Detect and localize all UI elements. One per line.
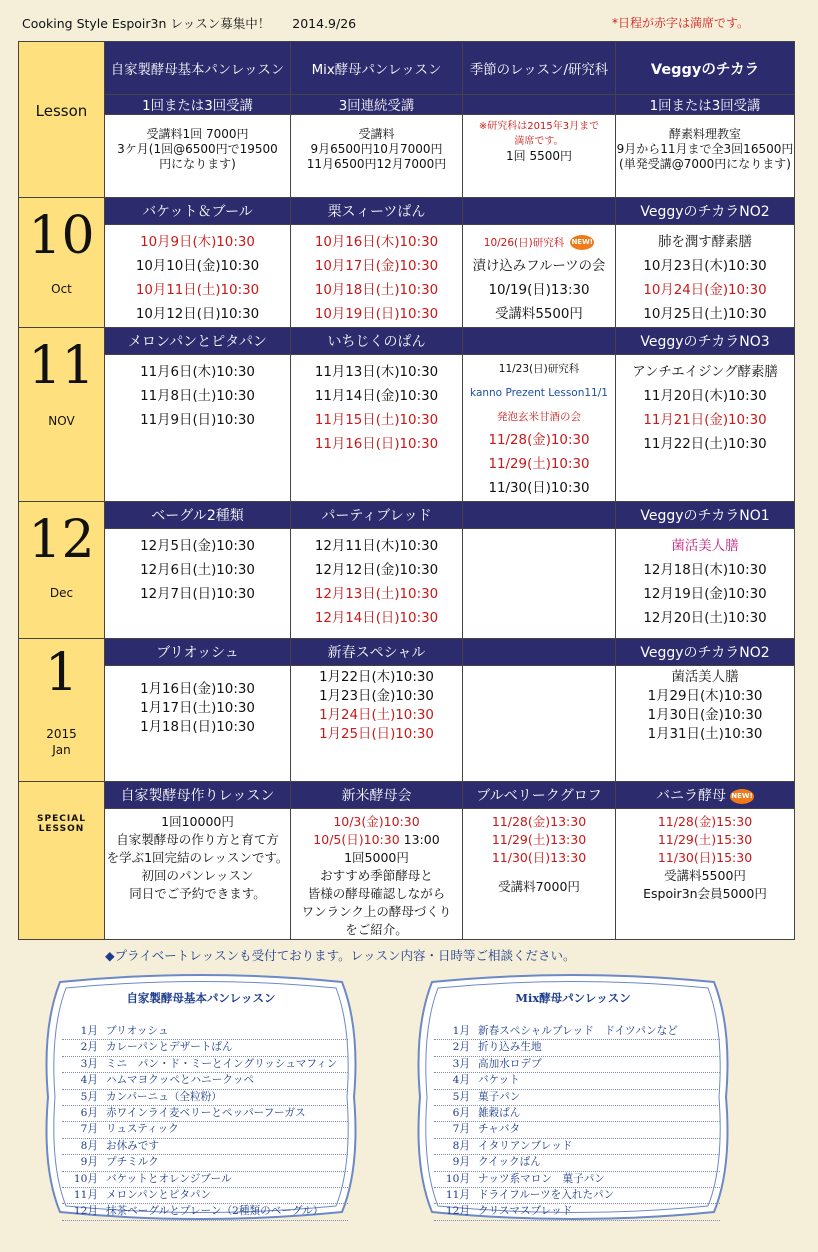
- box-item-month: 2月: [452, 1041, 470, 1054]
- fee-line: 11月6500円12月7000円: [306, 157, 447, 171]
- box-item-text: ドライフルーツを入れたパン: [478, 1189, 615, 1202]
- course-sub: 1回または3回受講: [616, 95, 795, 115]
- special-line: Espoir3n会員5000円: [643, 886, 767, 901]
- new-badge: NEW!: [730, 789, 754, 804]
- special-line: を学ぶ1回完結のレッスンです。: [106, 850, 289, 865]
- box-item-text: ブリオッシュ: [106, 1025, 169, 1037]
- month-label: Oct: [51, 282, 72, 296]
- month-number: 12: [28, 510, 95, 570]
- schedule-cell: [105, 355, 291, 502]
- lesson-title: [463, 639, 616, 666]
- lesson-title: 栗スィーツぱん: [291, 198, 463, 225]
- lesson-title: VeggyのチカラNO2: [616, 198, 795, 225]
- special-line: ワンランク上の酵母づくり: [301, 904, 452, 919]
- special-line: 10/5(日)10:30: [313, 832, 400, 847]
- box-item: [434, 1155, 720, 1171]
- lesson-title: ベーグル2種類: [105, 502, 291, 529]
- schedule-line: 1月29日(木)10:30: [647, 689, 763, 704]
- special-extra: 13:00: [403, 832, 440, 847]
- special-label: LESSON: [38, 824, 85, 834]
- schedule-line: 10月12日(日)10:30: [135, 307, 260, 322]
- special-line: 受講料5500円: [664, 868, 746, 883]
- special-line: 11/28(金)13:30: [491, 814, 587, 829]
- box-item-text: 折り込み生地: [478, 1041, 542, 1054]
- schedule-line: 10月24日(金)10:30: [643, 283, 767, 298]
- box-list: [434, 1024, 720, 1221]
- box-item-text: 抹茶ベーグルとプレーン（2種類のベーグル）: [106, 1205, 324, 1218]
- schedule-line: 10/26(日)研究科: [483, 237, 565, 249]
- box-item: [434, 1090, 720, 1106]
- special-title: [616, 782, 795, 809]
- schedule-table: [18, 41, 795, 940]
- special-title-text: バニラ酵母: [656, 788, 726, 804]
- schedule-line: 11/30(日)10:30: [488, 481, 590, 496]
- box-item-month: 12月: [445, 1205, 470, 1218]
- schedule-line: 12月12日(金)10:30: [314, 563, 439, 578]
- special-line: 11/28(金)15:30: [657, 814, 753, 829]
- box-item: [62, 1024, 348, 1040]
- schedule-cell: [463, 355, 616, 502]
- schedule-line: 11月21日(金)10:30: [643, 413, 767, 428]
- box-item: [62, 1204, 348, 1220]
- box-item-month: 1月: [452, 1025, 470, 1037]
- box-item-text: バケットとオレンジブール: [106, 1172, 232, 1185]
- fee-line: 酵素料理教室: [668, 127, 741, 141]
- schedule-line: 漬け込みフルーツの会: [472, 259, 606, 274]
- special-line: 11/30(日)13:30: [491, 850, 587, 865]
- schedule-line: 1月18日(日)10:30: [140, 720, 255, 735]
- month-number: 10: [28, 206, 95, 266]
- special-detail: [463, 809, 616, 940]
- box-item-month: 7月: [452, 1123, 470, 1136]
- fee-line: 受講料: [358, 127, 395, 141]
- box-item-text: メロンパンとピタパン: [106, 1189, 212, 1202]
- box-item-text: カンパーニュ（全粒粉）: [106, 1090, 222, 1103]
- box-item-text: お休みです: [106, 1139, 159, 1152]
- fee-line: 9月から11月まで全3回16500円: [616, 142, 794, 156]
- mix-bread-box: [412, 968, 734, 1226]
- box-item-month: 8月: [80, 1139, 98, 1152]
- box-item-month: 4月: [80, 1074, 98, 1087]
- box-item-text: 菓子パン: [478, 1090, 521, 1103]
- special-cell: [19, 782, 105, 940]
- schedule-line: 12月19日(金)10:30: [643, 587, 767, 602]
- box-item: [434, 1106, 720, 1122]
- lesson-title: ブリオッシュ: [105, 639, 291, 666]
- schedule-line: 10月10日(金)10:30: [135, 259, 260, 274]
- special-line: 皆様の酵母確認しながら: [307, 886, 446, 901]
- special-title: [105, 782, 291, 809]
- box-item-text: カレーパンとデザートぱん: [106, 1041, 233, 1054]
- schedule-line: 11月15日(土)10:30: [314, 413, 439, 428]
- schedule-line: 10月16日(木)10:30: [314, 235, 439, 250]
- box-item-month: 3月: [452, 1057, 470, 1070]
- box-item: [434, 1073, 720, 1089]
- course-sub: 3回連続受講: [291, 95, 463, 115]
- schedule-cell: [463, 529, 616, 639]
- box-item: [434, 1172, 720, 1188]
- lesson-title: VeggyのチカラNO1: [616, 502, 795, 529]
- box-item-text: バケット: [478, 1074, 520, 1087]
- month-label: Jan: [52, 743, 71, 757]
- month-label: NOV: [48, 414, 75, 428]
- schedule-line: 12月11日(木)10:30: [314, 539, 439, 554]
- schedule-cell: [463, 666, 616, 782]
- course-sub: [463, 95, 616, 115]
- schedule-cell: [105, 529, 291, 639]
- box-item: [434, 1122, 720, 1138]
- box-item-month: 5月: [452, 1090, 470, 1103]
- special-line: 11/29(土)15:30: [657, 832, 753, 847]
- schedule-line: 10月19日(日)10:30: [314, 307, 439, 322]
- box-item: [434, 1024, 720, 1040]
- schedule-line: 1月23日(金)10:30: [319, 689, 434, 704]
- month-cell: [19, 198, 105, 328]
- schedule-cell: [616, 666, 795, 782]
- basic-bread-box: [40, 968, 362, 1226]
- schedule-line: 10月25日(土)10:30: [643, 307, 767, 322]
- lesson-title: [463, 198, 616, 225]
- box-title: Mix酵母パンレッスン: [515, 991, 631, 1005]
- schedule-line: 1月16日(金)10:30: [140, 682, 255, 697]
- schedule-line: 11月20日(木)10:30: [643, 389, 767, 404]
- schedule-line: 11月16日(日)10:30: [314, 437, 439, 452]
- box-item-month: 9月: [452, 1156, 470, 1169]
- fee-line: 3ケ月(1回@6500円で19500: [117, 142, 278, 156]
- lesson-title: [463, 502, 616, 529]
- special-title-text: 新米酵母会: [341, 788, 412, 804]
- box-item-month: 11月: [73, 1189, 98, 1202]
- box-item: [434, 1139, 720, 1155]
- schedule-cell: [616, 225, 795, 328]
- special-line: をご紹介。: [345, 922, 408, 937]
- schedule-line: kanno Prezent Lesson11/1: [470, 387, 608, 399]
- box-item-text: 高加水ロデブ: [478, 1057, 542, 1070]
- special-line: 11/30(日)15:30: [657, 850, 753, 865]
- box-item: [62, 1188, 348, 1204]
- box-item-month: 8月: [452, 1139, 470, 1152]
- month-number: 1: [44, 643, 79, 703]
- lesson-title: メロンパンとピタパン: [105, 328, 291, 355]
- box-item-month: 10月: [73, 1172, 98, 1185]
- lesson-title: [463, 328, 616, 355]
- box-item: [62, 1155, 348, 1171]
- special-line: 11/29(土)13:30: [491, 832, 587, 847]
- schedule-line: 1月31日(土)10:30: [647, 727, 763, 742]
- box-item-text: リュスティック: [106, 1123, 179, 1136]
- course-fee: [105, 115, 291, 198]
- box-item-text: ミニ パン・ド・ミーとイングリッシュマフィン: [106, 1057, 338, 1070]
- month-cell: [19, 502, 105, 639]
- special-line: 1回5000円: [344, 850, 409, 865]
- schedule-cell: [616, 529, 795, 639]
- lesson-title: いちじくのぱん: [291, 328, 463, 355]
- fee-line: 1回 5500円: [506, 149, 572, 163]
- box-item: [434, 1188, 720, 1204]
- box-list: [62, 1024, 348, 1221]
- schedule-line: 11/29(土)10:30: [488, 457, 590, 472]
- schedule-line: 受講料5500円: [495, 307, 583, 322]
- schedule-cell: [105, 666, 291, 782]
- schedule-line: 11/28(金)10:30: [488, 433, 590, 448]
- fee-line: (単発受講@7000円になります): [619, 157, 791, 171]
- schedule-line: アンチエイジング酵素膳: [632, 365, 778, 380]
- box-item-month: 3月: [80, 1057, 98, 1070]
- box-item: [62, 1090, 348, 1106]
- course-fee: [291, 115, 463, 198]
- box-item-month: 12月: [73, 1205, 98, 1218]
- box-item: [434, 1204, 720, 1220]
- box-item-text: クイックぱん: [478, 1156, 541, 1169]
- lesson-title: 新春スペシャル: [291, 639, 463, 666]
- special-detail: [291, 809, 463, 940]
- schedule-line: 1月30日(金)10:30: [647, 708, 763, 723]
- schedule-line: 10/19(日)13:30: [488, 283, 590, 298]
- schedule-cell: [291, 529, 463, 639]
- lesson-title: VeggyのチカラNO2: [616, 639, 795, 666]
- box-item-month: 2月: [80, 1041, 98, 1054]
- course-name: 季節のレッスン/研究科: [463, 42, 616, 95]
- box-item: [62, 1139, 348, 1155]
- box-item-month: 4月: [452, 1074, 470, 1087]
- box-item-text: イタリアンブレッド: [478, 1139, 573, 1152]
- course-fee: [616, 115, 795, 198]
- schedule-line: 11月22日(土)10:30: [643, 437, 767, 452]
- schedule-line: 10月18日(土)10:30: [314, 283, 439, 298]
- box-item: [62, 1040, 348, 1056]
- fee-line: 9月6500円10月7000円: [310, 142, 443, 156]
- lesson-label: Lesson: [35, 102, 88, 120]
- schedule-line: 11月8日(土)10:30: [140, 389, 255, 404]
- box-item: [62, 1106, 348, 1122]
- schedule-line: 11/23(日)研究科: [498, 363, 580, 375]
- schedule-cell: [291, 355, 463, 502]
- schedule-line: 肺を潤す酵素膳: [658, 235, 752, 250]
- box-title: 自家製酵母基本パンレッスン: [126, 991, 276, 1005]
- full-note: *日程が赤字は満席です。: [612, 16, 750, 30]
- box-item-month: 5月: [80, 1090, 98, 1103]
- special-line: 受講料7000円: [498, 879, 580, 894]
- lesson-title: VeggyのチカラNO3: [616, 328, 795, 355]
- special-title: [291, 782, 463, 809]
- special-line: 1回10000円: [161, 814, 234, 829]
- schedule-cell: [463, 225, 616, 328]
- special-title: [463, 782, 616, 809]
- schedule-cell: [616, 355, 795, 502]
- month-label: Dec: [49, 586, 74, 600]
- schedule-line: 12月20日(土)10:30: [643, 611, 767, 626]
- schedule-line: 1月17日(土)10:30: [140, 701, 255, 716]
- box-item-text: チャバタ: [478, 1123, 521, 1136]
- schedule-line: 12月7日(日)10:30: [140, 587, 255, 602]
- special-line: 初回のパンレッスン: [141, 868, 254, 883]
- schedule-line: 10月9日(木)10:30: [140, 235, 255, 250]
- schedule-line: 1月24日(土)10:30: [319, 708, 434, 723]
- box-item-text: ナッツ系マロン 菓子パン: [478, 1172, 605, 1185]
- box-item: [62, 1073, 348, 1089]
- private-lesson-note: ◆プライベートレッスンも受付ております。レッスン内容・日時等ご相談ください。: [105, 948, 576, 963]
- schedule-line: 11月9日(日)10:30: [140, 413, 255, 428]
- lesson-title: パーティブレッド: [291, 502, 463, 529]
- schedule-line: 10月17日(金)10:30: [314, 259, 439, 274]
- lesson-label-cell: [19, 42, 105, 198]
- course-fee: [463, 115, 616, 198]
- schedule-line: 1月22日(木)10:30: [319, 670, 434, 685]
- fee-line: 受講料1回 7000円: [146, 127, 249, 141]
- box-item-text: 雑穀ぱん: [478, 1107, 521, 1120]
- fee-line: ※研究科は2015年3月まで: [478, 121, 600, 132]
- schedule-cell: [105, 225, 291, 328]
- box-item: [62, 1057, 348, 1073]
- lesson-title: バケット＆ブール: [105, 198, 291, 225]
- schedule-line: 11月14日(金)10:30: [314, 389, 439, 404]
- box-item: [62, 1172, 348, 1188]
- special-detail: [616, 809, 795, 940]
- schedule-line: 1月25日(日)10:30: [319, 727, 434, 742]
- schedule-line: 11月13日(木)10:30: [314, 365, 439, 380]
- box-item-text: ハムマヨクッペとハニークッペ: [106, 1074, 255, 1087]
- box-item-text: クリスマスブレッド: [478, 1205, 573, 1218]
- box-item-text: 赤ワインライ麦ベリーとペッパーフーガス: [106, 1107, 306, 1120]
- box-item: [434, 1040, 720, 1056]
- schedule-line: 12月6日(土)10:30: [140, 563, 255, 578]
- schedule-line: 11月6日(木)10:30: [140, 365, 255, 380]
- box-item-text: 新春スペシャルブレッド ドイツパンなど: [478, 1025, 678, 1037]
- page-header: [22, 14, 356, 32]
- special-line-wrap: [291, 831, 462, 849]
- box-item: [62, 1122, 348, 1138]
- fee-line: 円になります): [159, 157, 236, 171]
- box-item: [434, 1057, 720, 1073]
- header-date: 2014.9/26: [292, 16, 357, 31]
- box-item-month: 7月: [80, 1123, 98, 1136]
- special-line: 自家製酵母の作り方と育て方: [116, 832, 279, 847]
- schedule-line: 10月23日(木)10:30: [643, 259, 767, 274]
- schedule-line: 10月11日(土)10:30: [135, 283, 260, 298]
- course-sub: 1回または3回受講: [105, 95, 291, 115]
- box-item-month: 10月: [445, 1172, 470, 1185]
- new-badge: NEW!: [570, 235, 594, 250]
- schedule-cell: [291, 225, 463, 328]
- box-item-text: プチミルク: [106, 1156, 159, 1169]
- special-line: おすすめ季節酵母と: [320, 868, 433, 883]
- schedule-line-wrap: [463, 231, 615, 255]
- box-item-month: 11月: [445, 1189, 470, 1202]
- course-name: Mix酵母パンレッスン: [291, 42, 463, 95]
- box-item-month: 9月: [80, 1156, 98, 1169]
- special-title-text: ブルベリークグロフ: [476, 788, 602, 804]
- schedule-line: 12月13日(土)10:30: [314, 587, 439, 602]
- year-label: 2015: [46, 727, 77, 741]
- month-number: 11: [28, 336, 95, 396]
- schedule-line: 発泡玄米甘酒の会: [497, 411, 581, 423]
- box-item-month: 1月: [80, 1025, 98, 1037]
- fee-line: 満席です。: [514, 136, 564, 147]
- box-item-month: 6月: [80, 1107, 98, 1120]
- schedule-line: 菌活美人膳: [671, 539, 739, 554]
- box-item-month: 6月: [452, 1107, 470, 1120]
- schedule-line: 12月18日(木)10:30: [643, 563, 767, 578]
- course-name: Veggyのチカラ: [616, 42, 795, 95]
- special-title-text: 自家製酵母作りレッスン: [120, 788, 275, 804]
- month-cell: [19, 639, 105, 782]
- special-detail: [105, 809, 291, 940]
- schedule-cell: [291, 666, 463, 782]
- month-cell: [19, 328, 105, 502]
- schedule-line: 菌活美人膳: [671, 670, 739, 685]
- special-label: SPECIAL: [37, 814, 86, 824]
- special-line: 同日でご予約できます。: [129, 886, 266, 901]
- schedule-line: 12月14日(日)10:30: [314, 611, 439, 626]
- course-name: 自家製酵母基本パンレッスン: [105, 42, 291, 95]
- special-line: 10/3(金)10:30: [333, 814, 420, 829]
- header-title: Cooking Style Espoir3n レッスン募集中！: [22, 16, 271, 31]
- schedule-line: 12月5日(金)10:30: [140, 539, 255, 554]
